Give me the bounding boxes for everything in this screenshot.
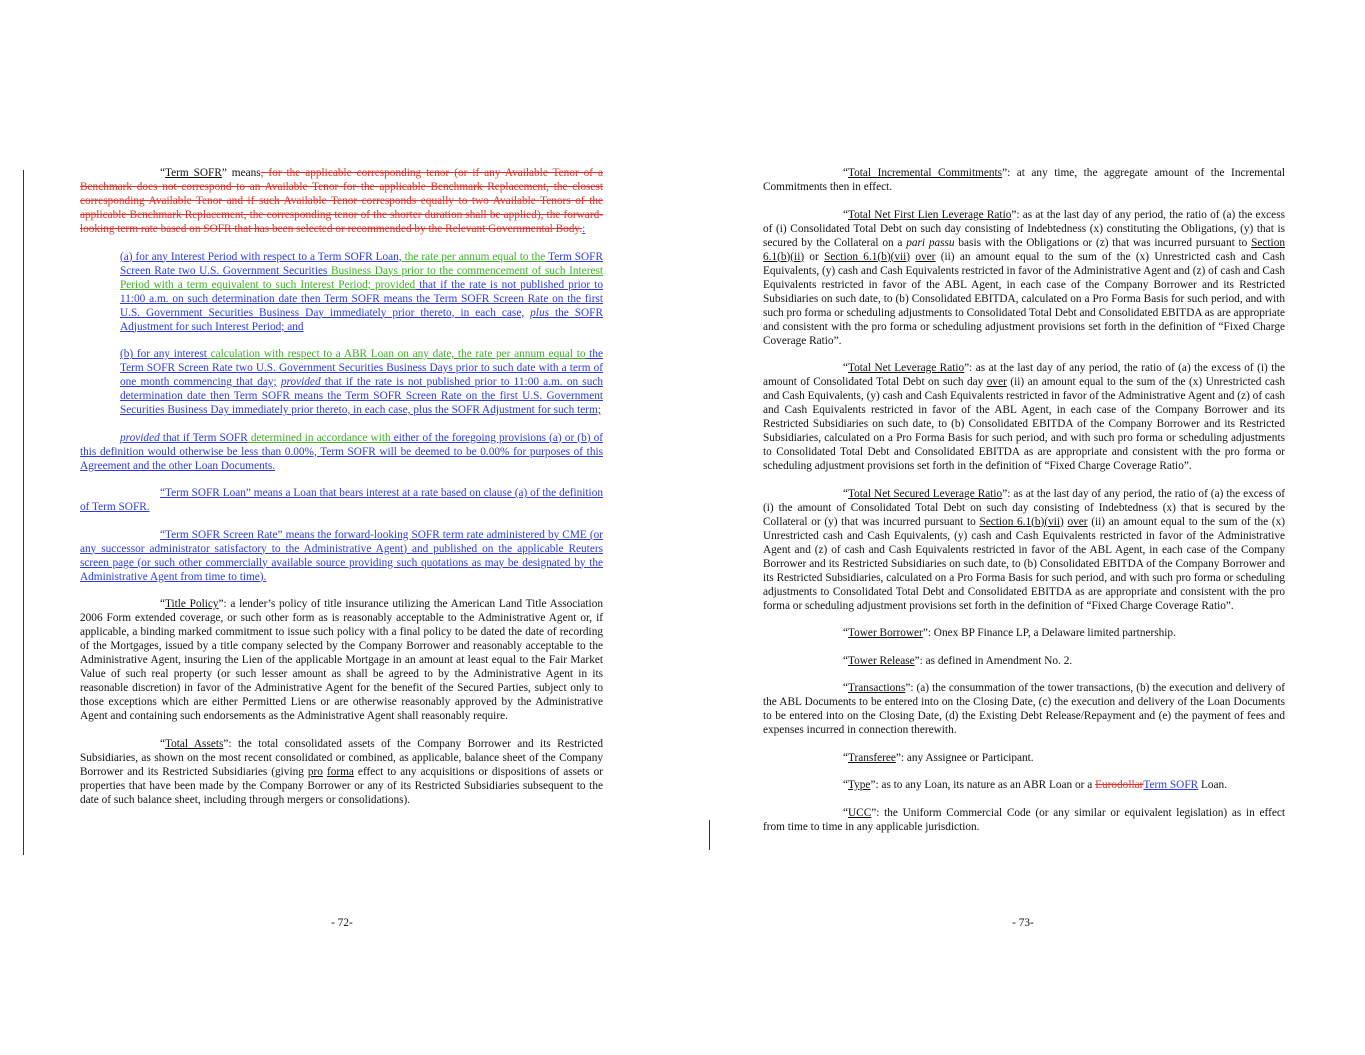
page-number: - 72-: [331, 917, 353, 929]
def-term-sofr-screen-rate: “Term SOFR Screen Rate” means the forward-looking SOFR term rate administered by CME (or any successor administrator satisfactory to the Administrative Agent) and published on the applicable Reuters screen page (or such other commercially available source providing such quotations as may be designated by the Administrative Agent from time to time).: [80, 528, 603, 583]
page-73: [683, 0, 1365, 1055]
clause-b: (b) for any interest calculation with respect to a ABR Loan on any date, the rate per annum equal to the Term SOFR Screen Rate two U.S. Government Securities Business Days prior to such date with a term of one month commencing that day; provided that if the rate is not published prior to 11:00 a.m. on such determination date then Term SOFR means the Term SOFR Screen Rate on the first U.S. Government Securities Business Day immediately prior thereto, in each case, plus the SOFR Adjustment for such term;: [120, 348, 604, 416]
def-total-net-secured-leverage-ratio: “Total Net Secured Leverage Ratio”: as at the last day of any period, the ratio of (a) the excess of (i) the amount of Consolidated Total Debt on such day consisting of Indebtedness (x) that is secured by the Collateral or (y) that was incurred pursuant to Section 6.1(b)(vii) over (ii) an amount equal to the sum of the (x) Unrestricted cash and Cash Equivalents, (y) cash and Cash Equivalents restricted in favor of the Administrative Agent and (z) of cash and Cash Equivalents restricted in favor of the ABL Agent, in each case of the Company Borrower and its Restricted Subsidiaries on such date, to (b) Consolidated EBITDA of the Company Borrower and its Restricted Subsidiaries, calculated on a Pro Forma Basis for such period, and with such pro forma or scheduling adjustments to Consolidated Total Debt and Consolidated EBITDA as are appropriate and consistent with the pro forma or scheduling adjustment provisions set forth in the definition of “Fixed Charge Coverage Ratio”.: [763, 487, 1286, 612]
def-total-net-leverage-ratio: “Total Net Leverage Ratio”: as at the last day of any period, the ratio of (a) the excess of (i) the amount of Consolidated Total Debt on such day over (ii) an amount equal to the sum of the (x) Unrestricted cash and Cash Equivalents, (y) cash and Cash Equivalents restricted in favor of the Administrative Agent and (z) of cash and Cash Equivalents restricted in favor of the ABL Agent, in each case of the Company Borrower and its Restricted Subsidiaries on such date, to (b) Consolidated EBITDA of the Company Borrower and its Restricted Subsidiaries, calculated on a Pro Forma Basis for such period, and with such pro forma or scheduling adjustments to Consolidated Total Debt and Consolidated EBITDA as are appropriate and consistent with the pro forma or scheduling adjustment provisions set forth in the definition of “Fixed Charge Coverage Ratio”.: [763, 362, 1286, 472]
def-type: “Type”: as to any Loan, its nature as an ABR Loan or a EurodollarTerm SOFR Loan.: [843, 779, 1228, 791]
def-title-policy: “Title Policy”: a lender’s policy of title insurance utilizing the American Land Title Association 2006 Form extended coverage, or such other form as is reasonably acceptable to the Administrative Agent or, if applicable, a binding marked commitment to issue such policy with a final policy to be dated the date of recording of the Mortgages, issued by a title company selected by the Company Borrower and reasonably acceptable to the Administrative Agent, insuring the Lien of the applicable Mortgage in an amount at least equal to the Fair Market Value of such real property (or such lesser amount as shall be agreed to by the Administrative Agent in its reasonable discretion) in favor of the Administrative Agent for the benefit of the Secured Parties, subject only to those exceptions which are either Permitted Liens or are otherwise reasonably approved by the Administrative Agent and containing such endorsements as the Administrative Agent shall reasonably require.: [80, 598, 603, 722]
clause-a: (a) for any Interest Period with respect to a Term SOFR Loan, the rate per annum equal to the Term SOFR Screen Rate two U.S. Government Securities Business Days prior to the commencement of such Interest Period with a term equivalent to such Interest Period; provided that if the rate is not published prior to 11:00 a.m. on such determination date then Term SOFR means the Term SOFR Screen Rate on the first U.S. Government Securities Business Day immediately prior thereto, in each case, plus the SOFR Adjustment for such Interest Period; and: [120, 250, 604, 333]
page-number: - 73-: [1012, 917, 1034, 929]
def-transferee: “Transferee”: any Assignee or Participant.: [843, 751, 1034, 764]
inserted-text: Term SOFR: [1143, 779, 1199, 791]
def-term-sofr: “Term SOFR” means, for the applicable corresponding tenor (or if any Available Tenor of a Benchmark does not correspond to an Available Tenor for the applicable Benchmark Replacement, the closest corresponding Available Tenor and if such Available Tenor corresponds equally to two Available Tenors of the applicable Benchmark Replacement, the corresponding tenor of the shorter duration shall be applied), the forward-looking term rate based on SOFR that has been selected or recommended by the Relevant Governmental Body.:: [80, 167, 603, 235]
def-tower-borrower: “Tower Borrower”: Onex BP Finance LP, a Delaware limited partnership.: [843, 627, 1176, 639]
def-transactions: “Transactions”: (a) the consummation of the tower transactions, (b) the execution and delivery of the ABL Documents to be entered into on the Closing Date, (c) the execution and delivery of the Loan Documents to be entered into on the Closing Date, (d) the Existing Debt Release/Repayment and (e) the payment of fees and expenses incurred in connection therewith.: [763, 682, 1285, 736]
change-bar: [709, 820, 710, 850]
def-total-assets: “Total Assets”: the total consolidated assets of the Company Borrower and its Restricted Subsidiaries, as shown on the most recent consolidated or combined, as applicable, balance sheet of the Company Borrower and its Restricted Subsidiaries (giving pro forma effect to any acquisitions or dispositions of assets or properties that have been made by the Company Borrower or any of its Restricted Subsidiaries subsequent to the date of such balance sheet, including through mergers or consolidations).: [80, 737, 603, 806]
proviso: provided that if Term SOFR determined in accordance with either of the foregoing provisions (a) or (b) of this definition would otherwise be less than 0.00%, Term SOFR will be deemed to be 0.00% for purposes of this Agreement and the other Loan Documents.: [80, 431, 603, 472]
def-total-incremental-commitments: “Total Incremental Commitments”: at any time, the aggregate amount of the Incremental Commitments then in effect.: [763, 167, 1285, 193]
def-total-net-first-lien-leverage-ratio: “Total Net First Lien Leverage Ratio”: as at the last day of any period, the ratio of (a) the excess of (i) Consolidated Total Debt on such day consisting of Indebtedness (x) constituting the Obligations, (y) that is secured by the Collateral on a pari passu basis with the Obligations or (z) that was incurred pursuant to Section 6.1(b)(ii) or Section 6.1(b)(vii) over (ii) an amount equal to the sum of the (x) Unrestricted cash and Cash Equivalents, (y) cash and Cash Equivalents restricted in favor of the Administrative Agent and (z) of cash and Cash Equivalents restricted in favor of the ABL Agent, in each case of the Company Borrower and its Restricted Subsidiaries on such date, to (b) Consolidated EBITDA, calculated on a Pro Forma Basis for such period, and with such pro forma or scheduling adjustments to Consolidated Total Debt and Consolidated EBITDA as are appropriate and consistent with the pro forma or scheduling adjustment provisions set forth in the definition of “Fixed Charge Coverage Ratio”.: [763, 208, 1286, 347]
change-bar: [23, 170, 24, 855]
deleted-text: Eurodollar: [1095, 779, 1144, 791]
def-ucc: “UCC”: the Uniform Commercial Code (or any similar or equivalent legislation) as in effect from time to time in any applicable jurisdiction.: [763, 806, 1285, 833]
deleted-text: , for the applicable corresponding tenor (or if any Available Tenor of a Benchmark does not correspond to an Available Tenor for the applicable Benchmark Replacement, the closest corresponding Available Tenor and if such Available Tenor corresponds equally to two Available Tenors of the applicable Benchmark Replacement, the corresponding tenor of the shorter duration shall be applied), the forward-looking term rate based on SOFR that has been selected or recommended by the Relevant Governmental Body.: [80, 167, 603, 235]
def-tower-release: “Tower Release”: as defined in Amendment No. 2.: [843, 654, 1073, 667]
def-term-sofr-loan: “Term SOFR Loan” means a Loan that bears interest at a rate based on clause (a) of the definition of Term SOFR.: [80, 487, 603, 513]
page-72: [0, 0, 682, 1055]
left-column: [80, 166, 603, 820]
right-column: [763, 166, 1285, 847]
